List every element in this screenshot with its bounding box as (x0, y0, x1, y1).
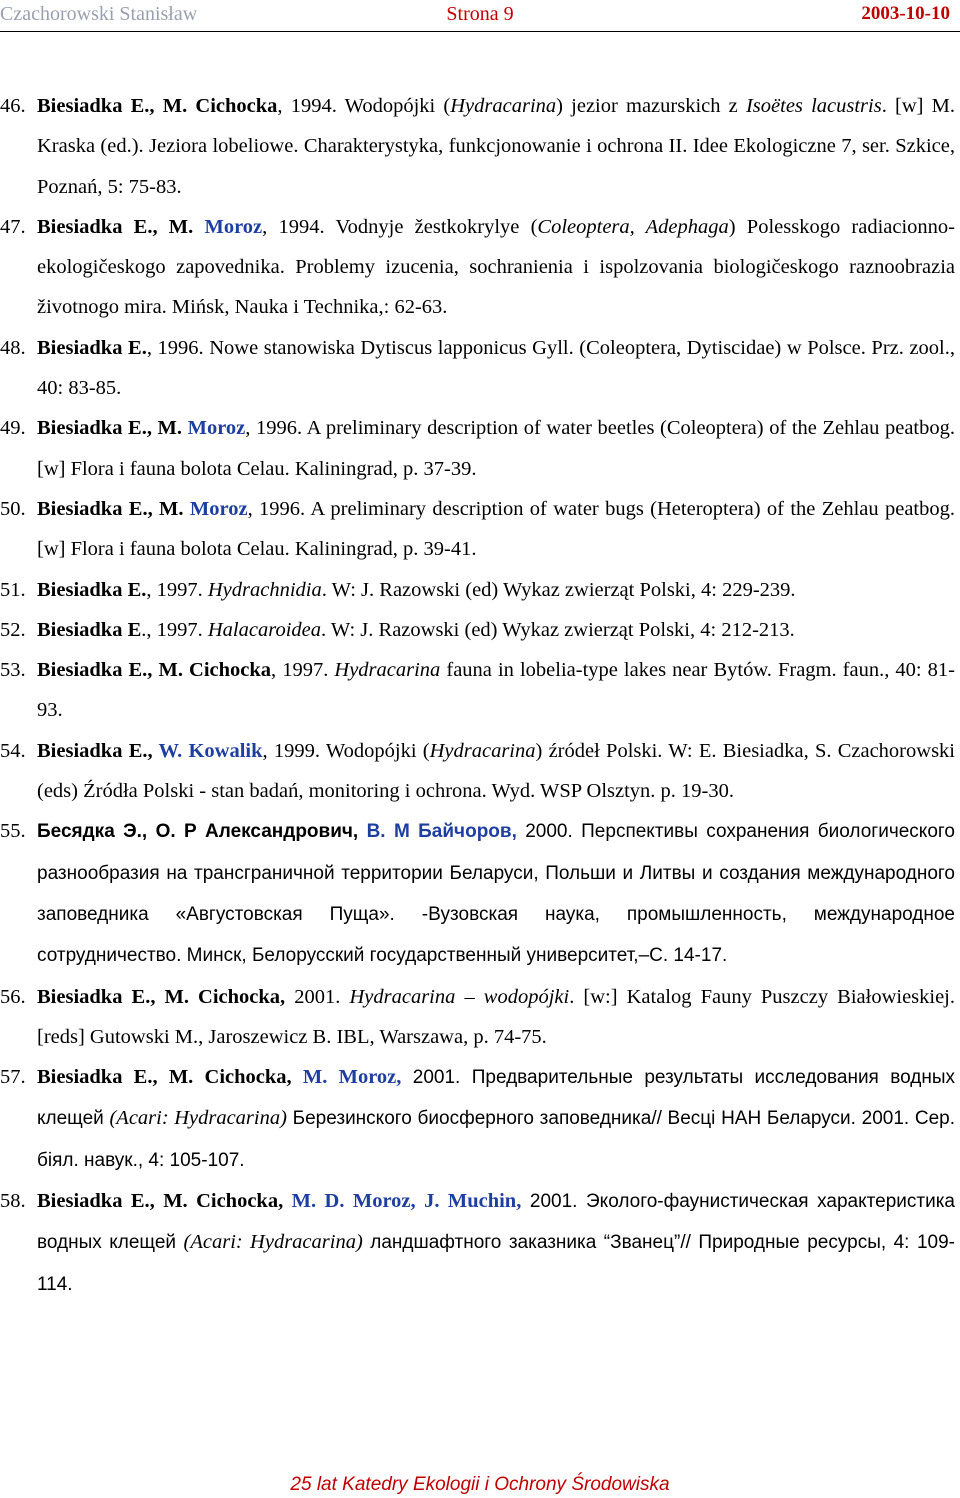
reference-authors: Бесядка Э., О. Р Александрович, (37, 821, 367, 843)
reference-authors: Biesiadka E., M. Cichocka (37, 659, 272, 682)
reference-text: , 1996. Nowe stanowiska Dytiscus lapponicus Gyll. (Coleoptera, Dytiscidae) w Polsce. Prz. zool., 40: 83-85. (37, 336, 955, 400)
reference-text: Hydracarina (450, 95, 557, 117)
reference-number: 53. (0, 659, 26, 682)
reference-authors: Biesiadka E., M. Cichocka (37, 95, 278, 117)
reference-number: 50. (0, 497, 26, 520)
reference-entry (0, 408, 955, 489)
reference-authors: В. М Байчоров, (366, 821, 517, 843)
reference-authors: W. Kowalik (158, 739, 263, 762)
reference-text: fauna in lobelia-type lakes near Bytów. Fragm. faun., 40: 81-93. (37, 659, 955, 722)
reference-authors: Biesiadka E., M. (37, 497, 190, 520)
reference-number: 54. (0, 739, 26, 762)
reference-authors: Biesiadka E., M. Cichocka, (37, 1066, 303, 1089)
reference-entry (0, 207, 955, 328)
reference-number: 49. (0, 417, 26, 440)
reference-text: . W: J. Razowski (ed) Wykaz zwierząt Polski, 4: 212-213. (321, 618, 795, 641)
reference-list (0, 86, 955, 1305)
reference-authors: Moroz (187, 417, 246, 440)
reference-text: Hydracarina (334, 659, 441, 682)
reference-entry (0, 650, 955, 731)
header-author: Czachorowski Stanisław (0, 3, 198, 25)
reference-text: Coleoptera, Adephaga (537, 215, 729, 238)
reference-number: 46. (0, 95, 26, 117)
reference-text: 2001. (285, 985, 350, 1008)
reference-text: , 1996. A preliminary description of water bugs (Heteroptera) of the Zehlau peatbog. [w] Flora i fauna bolota Celau. Kaliningrad, p. 39-41. (37, 497, 955, 561)
reference-text: Hydracarina – wodopójki (349, 985, 570, 1008)
header-divider (0, 31, 960, 32)
reference-authors: Biesiadka E., M. (37, 215, 205, 238)
reference-entry (0, 1181, 955, 1305)
header-date: 2003-10-10 (861, 3, 950, 24)
reference-authors: Biesiadka E., M. Cichocka, (37, 1190, 292, 1213)
reference-text: , 1997. (271, 659, 335, 682)
reference-entry (0, 811, 955, 976)
reference-text: . W: J. Razowski (ed) Wykaz zwierząt Polski, 4: 229-239. (321, 578, 796, 601)
reference-entry (0, 977, 955, 1058)
reference-text: , 1994. Wodopójki ( (277, 95, 451, 117)
reference-authors: Moroz (189, 497, 248, 520)
reference-text: ) źródeł Polski. W: E. Biesiadka, S. Czachorowski (eds) Źródła Polski - stan badań, monitoring i ochrona. Wyd. WSP Olsztyn. p. 19-30. (37, 739, 955, 803)
reference-authors: Biesiadka E., M. Cichocka, (37, 985, 286, 1008)
reference-text: . [w:] Katalog Fauny Puszczy Białowieskiej. [reds] Gutowski M., Jaroszewicz B. IBL, Warszawa, p. 74-75. (37, 985, 956, 1048)
reference-text: Halacaroidea (207, 618, 321, 641)
reference-number: 55. (0, 820, 26, 843)
reference-entry (0, 328, 955, 409)
reference-entry (0, 489, 955, 570)
reference-number: 57. (0, 1066, 26, 1089)
reference-text: (Acari: Hydracarina) (109, 1107, 287, 1130)
reference-text: , 1994. Vodnyje žestkokrylye ( (262, 215, 538, 238)
reference-text: , 1996. A preliminary description of water beetles (Coleoptera) of the Zehlau peatbog. [w] Flora i fauna bolota Celau. Kaliningrad, p. 37-39. (37, 417, 955, 480)
reference-number: 56. (0, 985, 26, 1008)
page-number: Strona 9 (446, 3, 514, 25)
reference-text: ., 1997. (141, 618, 208, 641)
reference-authors: Biesiadka E. (37, 578, 147, 601)
reference-text: ландшафтного заказника “Званец”// Природные ресурсы, 4: 109-114. (37, 1232, 955, 1295)
reference-text: 2001. Эколого-фаунистическая характеристика водных клещей (37, 1191, 955, 1254)
reference-text: , 1997. (146, 578, 208, 601)
reference-authors: Biesiadka E (37, 618, 142, 641)
reference-text: , 1999. Wodopójki ( (262, 739, 430, 762)
reference-text: (Acari: Hydracarina) (183, 1231, 363, 1254)
reference-authors: Biesiadka E., M. (37, 417, 188, 440)
reference-authors: Moroz (204, 215, 263, 238)
reference-entry (0, 86, 955, 207)
reference-number: 52. (0, 618, 26, 641)
reference-authors: Biesiadka E. (37, 336, 147, 359)
reference-entry (0, 731, 955, 812)
reference-text: 2001. Предварительные результаты исследования водных клещей (37, 1067, 955, 1130)
reference-text: ) jezior mazurskich z (556, 95, 746, 117)
reference-text: . [w] M. Kraska (ed.). Jeziora lobeliowe. Charakterystyka, funkcjonowanie i ochrona II. Idee Ekologiczne 7, ser. Szkice, Poznań, 5: 75-83. (37, 95, 956, 198)
reference-text: Березинского биосферного заповедника// Весці НАН Беларуси. 2001. Сер. біял. навук., 4: 105-107. (37, 1108, 955, 1171)
reference-number: 51. (0, 578, 26, 601)
reference-text: Hydrachnidia (207, 578, 322, 601)
reference-entry (0, 610, 955, 650)
reference-text: Isoëtes lacustris (745, 95, 882, 117)
reference-authors: M. D. Moroz, J. Muchin, (291, 1190, 522, 1213)
reference-text: 2000. Перспективы сохранения биологического разнообразия на трансграничной территории Беларуси, Польши и Литвы и создания международного заповедника «Августовская Пуща». -Вузовская наука, промышленность, международное сотрудничество. Минск, Белорусский государственный университет,–С. 14-17. (37, 821, 955, 967)
reference-text: Hydracarina (429, 739, 536, 762)
reference-text: ) Polesskogo radiacionno-ekologičeskogo zapovednika. Problemy izucenia, sochranienia i ispolzovania biologičeskogo raznoobrazia životnogo mira. Mińsk, Nauka i Technika,: 62-63. (37, 215, 955, 319)
reference-number: 58. (0, 1190, 26, 1213)
reference-authors: M. Moroz, (302, 1066, 402, 1089)
reference-entry (0, 1057, 955, 1181)
reference-entry (0, 570, 955, 610)
reference-authors: Biesiadka E., (37, 739, 159, 762)
reference-number: 47. (0, 215, 26, 238)
reference-number: 48. (0, 336, 26, 359)
page-footer: 25 lat Katedry Ekologii i Ochrony Środowiska (290, 1474, 670, 1495)
